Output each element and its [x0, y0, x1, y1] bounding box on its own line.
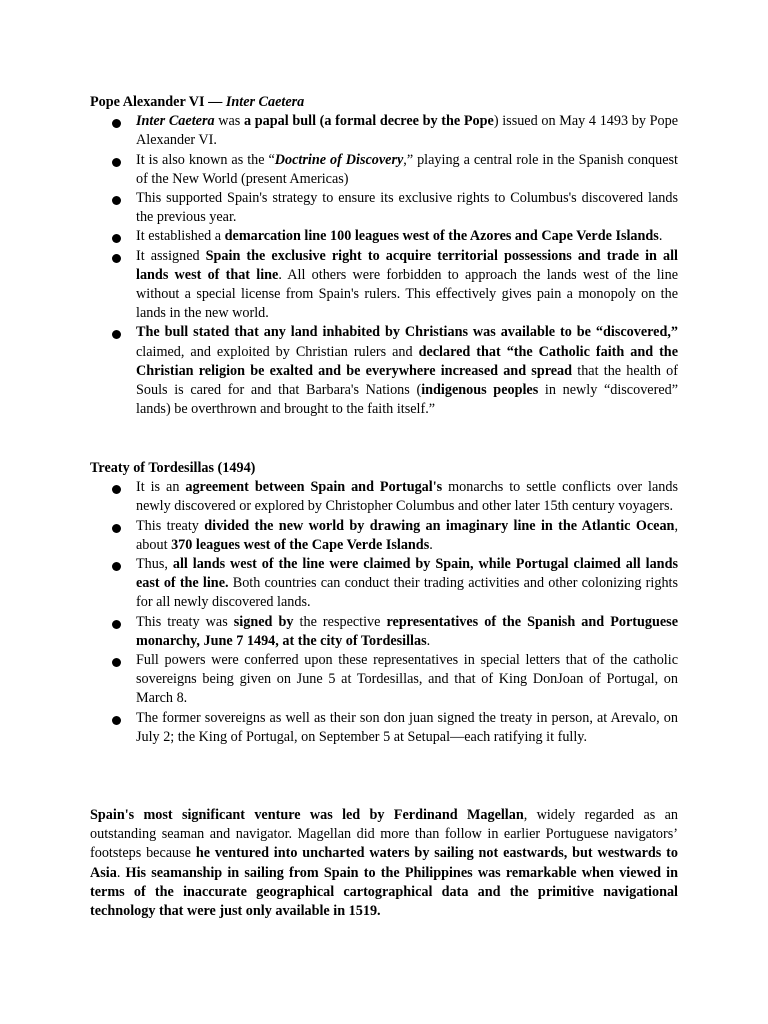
text-run: Thus,: [136, 556, 173, 573]
paragraph-magellan: [90, 806, 678, 921]
text-run: It assigned: [136, 247, 206, 264]
text-run: It is an: [136, 479, 186, 496]
list-item: [90, 112, 678, 150]
text-run: all lands west of the line were claimed by Spain, while Portugal claimed all lands east of the line.: [136, 556, 678, 592]
text-run: divided the new world by drawing an imaginary line in the Atlantic Ocean: [204, 517, 675, 534]
bullet-icon: [112, 158, 121, 167]
section-heading: Treaty of Tordesillas (1494): [90, 460, 256, 476]
text-run: monarchs to settle conflicts over lands newly discovered or explored by Christopher Columbus and other later 15th century voyagers.: [136, 479, 678, 515]
text-run: Both countries can conduct their trading activities and other colonizing rights for all newly discovered lands.: [136, 575, 678, 611]
text-run: .: [426, 632, 431, 649]
text-run: , about: [136, 517, 678, 553]
bullet-icon: [112, 485, 121, 494]
bullet-icon: [112, 254, 121, 263]
text-run: Spain the exclusive right to acquire territorial possessions and trade in all lands west of that line: [136, 247, 678, 283]
heading-italic-text: Inter Caetera: [225, 94, 305, 110]
bullet-icon: [112, 620, 121, 629]
text-run: signed by: [233, 613, 294, 630]
bullet-icon: [112, 196, 121, 205]
text-run: It is also known as the “: [136, 151, 275, 168]
text-run: 370 leagues west of the Cape Verde Islands: [171, 536, 430, 553]
text-run: Spain's most significant venture was led by Ferdinand Magellan: [90, 807, 524, 823]
list-item: [90, 323, 678, 419]
text-run: representatives of the Spanish and Portuguese monarchy, June 7 1494, at the city of Tordesillas: [136, 613, 678, 649]
list-item: [90, 189, 678, 227]
bullet-icon: [112, 234, 121, 243]
list-item: [90, 478, 678, 516]
bullet-icon: [112, 119, 121, 128]
bullet-icon: [112, 658, 121, 667]
text-run: Doctrine of Discovery: [274, 151, 404, 168]
text-run: His seamanship in sailing from Spain to the Philippines was remarkable when viewed in terms of the inaccurate geographical cartographical data and the primitive navigational technology that were just only available in 1519.: [90, 864, 678, 920]
bullet-list: [90, 112, 678, 419]
text-run: demarcation line 100 leagues west of the Azores and Cape Verde Islands: [224, 228, 659, 245]
body-paragraph: [90, 806, 678, 921]
section-treaty-of-tordesillas: [90, 459, 678, 747]
text-run: .: [429, 536, 433, 553]
bullet-icon: [112, 524, 121, 533]
list-item: [90, 613, 678, 651]
text-run: he ventured into uncharted waters by sailing not eastwards, but westwards to Asia: [90, 845, 678, 881]
text-run: This treaty: [136, 517, 205, 534]
text-run: a papal bull (a formal decree by the Pope: [243, 113, 494, 130]
text-run: , widely regarded as an outstanding seaman and navigator. Magellan did more than follow in earlier Portuguese navigators’ footsteps because: [90, 807, 678, 862]
section-inter-caetera: [90, 93, 678, 419]
text-run: The bull stated that any land inhabited by Christians was available to be “discovered,”: [136, 324, 678, 341]
bullet-icon: [112, 716, 121, 725]
text-run: in newly “discovered” lands) be overthrown and brought to the faith itself.”: [136, 382, 679, 418]
text-run: declared that “the Catholic faith and the Christian religion be exalted and be everywhere increased and spread: [136, 343, 678, 379]
text-run: .: [116, 864, 126, 881]
list-item: [90, 555, 678, 613]
text-run: that the health of Souls is cared for and that Barbara's Nations (: [136, 362, 678, 399]
text-run: agreement between Spain and Portugal's: [185, 479, 443, 496]
text-run: indigenous peoples: [421, 382, 539, 399]
bullet-icon: [112, 330, 121, 339]
text-run: . All others were forbidden to approach the lands west of the line without a special license from Spain's rulers. This effectively gives pain a monopoly on the lands in the new world.: [136, 266, 678, 322]
text-run: The former sovereigns as well as their son don juan signed the treaty in person, at Arevalo, on July 2; the King of Portugal, on September 5 at Setupal—each ratifying it fully.: [136, 709, 678, 745]
text-run: Inter Caetera: [136, 113, 215, 130]
text-run: the respective: [293, 613, 387, 630]
text-run: This treaty was: [136, 613, 234, 630]
list-item: [90, 227, 678, 246]
heading-text: Pope Alexander VI —: [90, 94, 226, 110]
list-item: [90, 651, 678, 709]
text-run: It established a: [136, 228, 225, 245]
text-run: ) issued on May 4 1493 by Pope Alexander VI.: [136, 113, 678, 149]
text-run: ,” playing a central role in the Spanish conquest of the New World (present Americas): [136, 151, 679, 187]
text-run: This supported Spain's strategy to ensure its exclusive rights to Columbus's discovered lands the previous year.: [136, 190, 678, 226]
list-item: [90, 517, 678, 555]
list-item: [90, 151, 678, 189]
section-heading: [90, 93, 678, 112]
bullet-icon: [112, 562, 121, 571]
list-item: [90, 709, 678, 747]
list-item: [90, 247, 678, 324]
text-run: Full powers were conferred upon these representatives in special letters that of the catholic sovereigns being given on June 5 at Tordesillas, and that of King DonJoan of Portugal, on March 8.: [136, 652, 678, 707]
bullet-list: [90, 478, 678, 747]
text-run: claimed, and exploited by Christian rulers and: [136, 343, 419, 360]
text-run: was: [214, 113, 244, 130]
text-run: .: [658, 228, 663, 245]
